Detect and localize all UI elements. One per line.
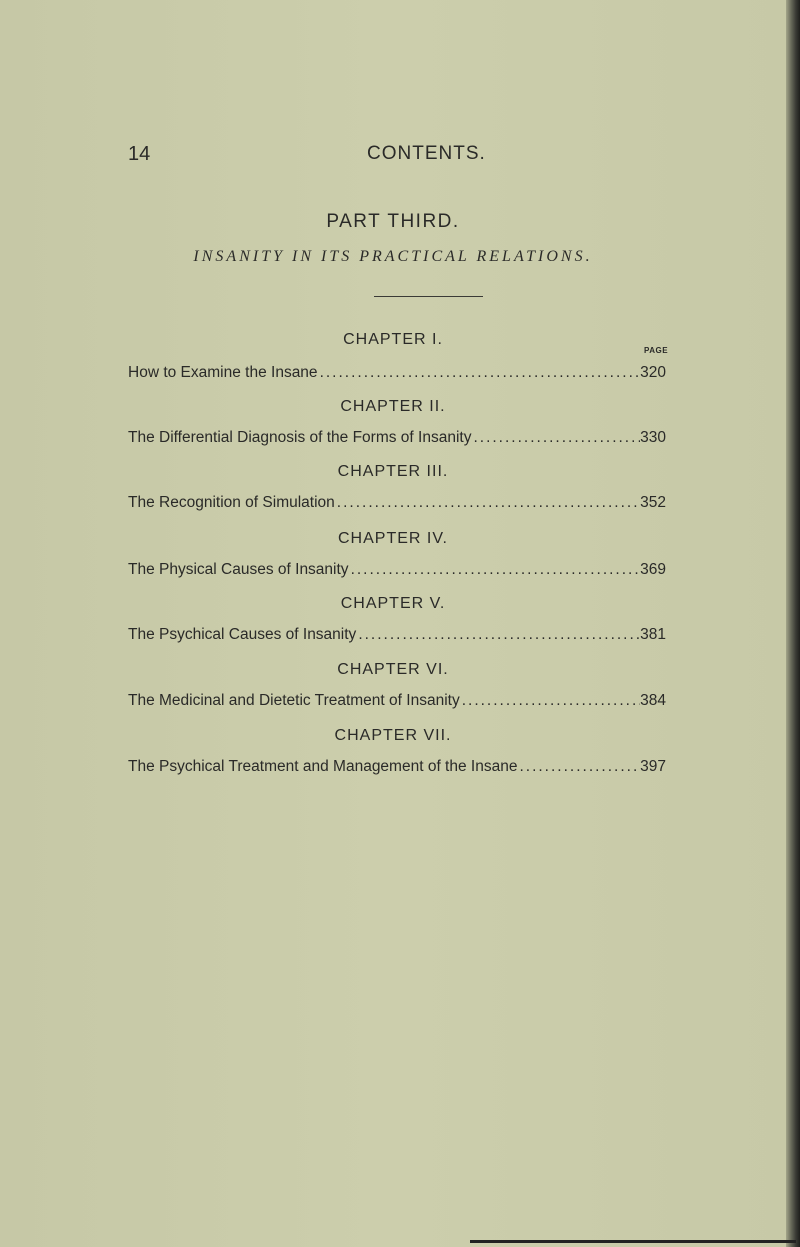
page-edge-shadow [786, 0, 800, 1247]
chapter-heading: CHAPTER II. [340, 398, 446, 415]
dot-leader [349, 561, 641, 579]
dot-leader [318, 364, 641, 382]
toc-entry-page: 381 [640, 626, 666, 643]
toc-entry [128, 692, 666, 710]
page-column-label: PAGE [644, 346, 669, 355]
running-title: CONTENTS. [367, 143, 486, 164]
toc-entry-title: The Differential Diagnosis of the Forms of Insanity [128, 429, 472, 446]
toc-entry [128, 626, 666, 644]
toc-entry-title: The Psychical Treatment and Management of the Insane [128, 758, 518, 775]
chapter-heading: CHAPTER VII. [334, 727, 452, 744]
toc-entry-page: 397 [640, 758, 666, 775]
toc-entry-page: 320 [640, 364, 666, 381]
divider-rule [374, 296, 483, 297]
dot-leader [356, 626, 640, 644]
running-head [0, 143, 786, 167]
toc-entry [128, 758, 666, 776]
toc-entry [128, 429, 666, 447]
toc-entry-title: How to Examine the Insane [128, 364, 318, 381]
page-number: 14 [128, 143, 151, 165]
toc-entry-title: The Psychical Causes of Insanity [128, 626, 357, 643]
bottom-edge-line [470, 1240, 796, 1243]
toc-entry [128, 561, 666, 579]
part-subtitle: INSANITY IN ITS PRACTICAL RELATIONS. [193, 248, 593, 265]
dot-leader [335, 494, 640, 512]
toc-entry-title: The Medicinal and Dietetic Treatment of Insanity [128, 692, 460, 709]
chapter-heading: CHAPTER VI. [337, 661, 449, 678]
toc-entry-title: The Physical Causes of Insanity [128, 561, 349, 578]
dot-leader [517, 758, 640, 776]
toc-entry-page: 384 [640, 692, 666, 709]
part-title: PART THIRD. [326, 211, 460, 232]
toc-entry-title: The Recognition of Simulation [128, 494, 335, 511]
toc-entry [128, 494, 666, 512]
dot-leader [460, 692, 640, 710]
chapter-heading: CHAPTER III. [337, 463, 449, 480]
toc-entry-page: 369 [640, 561, 666, 578]
chapter-heading: CHAPTER V. [340, 595, 446, 612]
dot-leader [471, 429, 640, 447]
chapter-heading: CHAPTER I. [343, 331, 443, 348]
toc-entry [128, 364, 666, 382]
chapter-heading: CHAPTER IV. [338, 530, 448, 547]
toc-entry-page: 330 [640, 429, 666, 446]
toc-entry-page: 352 [640, 494, 666, 511]
